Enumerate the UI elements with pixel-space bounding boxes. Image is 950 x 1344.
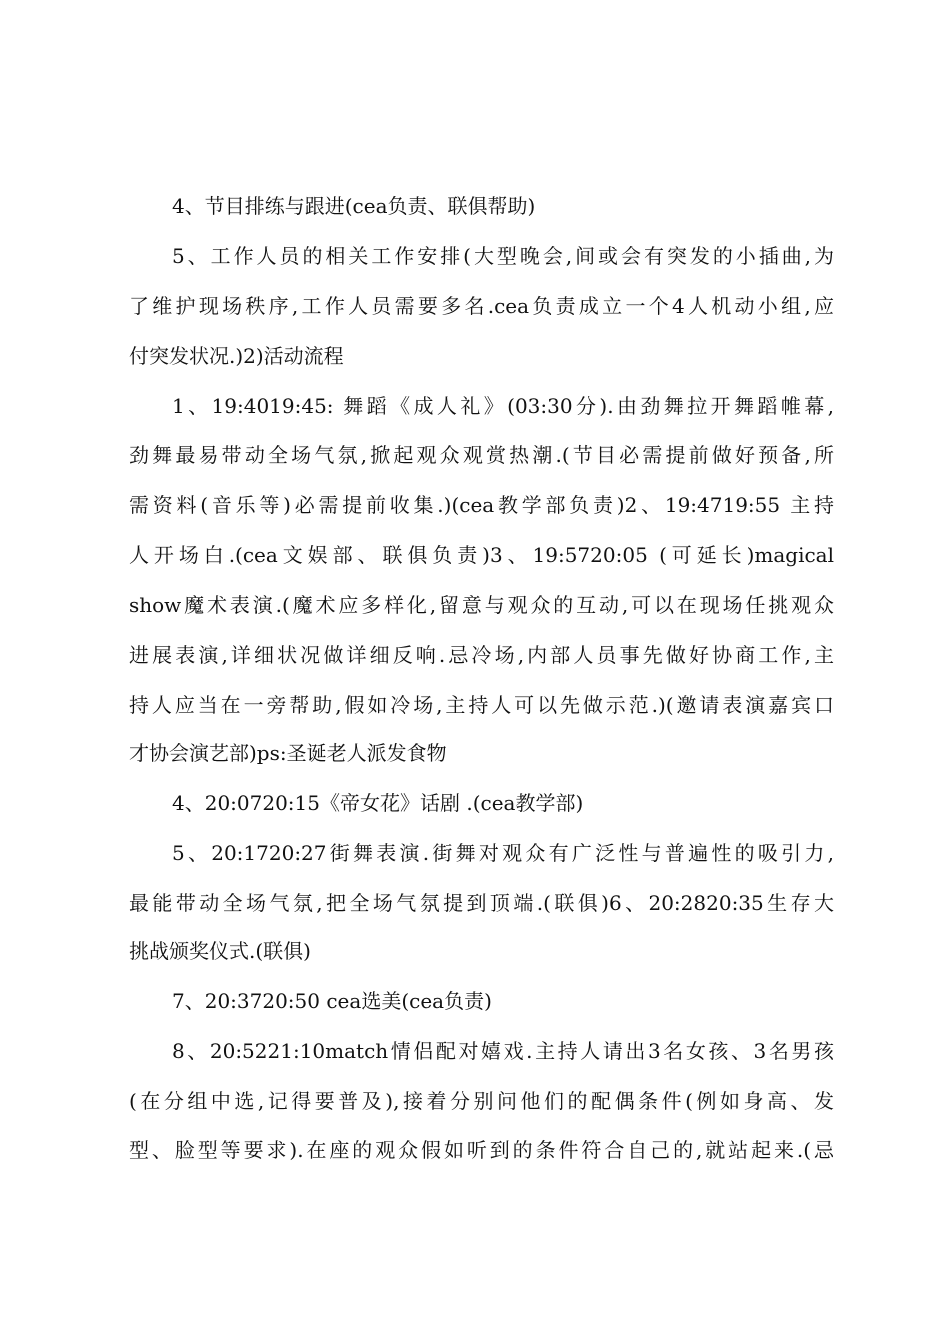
text-line: 付突发状况.)2)活动流程 — [129, 344, 344, 368]
text-line: 才协会演艺部)ps:圣诞老人派发食物 — [129, 741, 447, 765]
text-line: 4、节目排练与跟进(cea负责、联俱帮助) — [172, 194, 536, 218]
text-line: 人开场白.(cea文娱部、联俱负责)3、19:5720:05 (可延长)magical — [129, 543, 834, 567]
text-line: 了维护现场秩序,工作人员需要多名.cea负责成立一个4人机动小组,应 — [129, 294, 834, 318]
text-line: 7、20:3720:50 cea选美(cea负责) — [172, 989, 492, 1013]
text-line: 需资料(音乐等)必需提前收集.)(cea教学部负责)2、19:4719:55 主持 — [129, 493, 834, 517]
text-line: 型、脸型等要求).在座的观众假如听到的条件符合自己的,就站起来.(忌 — [129, 1138, 834, 1162]
text-line: 5、工作人员的相关工作安排(大型晚会,间或会有突发的小插曲,为 — [172, 244, 834, 268]
text-line: 最能带动全场气氛,把全场气氛提到顶端.(联俱)6、20:2820:35生存大 — [129, 891, 834, 915]
text-line: 挑战颁奖仪式.(联俱) — [129, 939, 311, 963]
text-line: (在分组中选,记得要普及),接着分别问他们的配偶条件(例如身高、发 — [129, 1089, 834, 1113]
text-line: 进展表演,详细状况做详细反响.忌冷场,内部人员事先做好协商工作,主 — [129, 643, 834, 667]
text-line: 劲舞最易带动全场气氛,掀起观众观赏热潮.(节目必需提前做好预备,所 — [129, 443, 834, 467]
text-line: 1、19:4019:45: 舞蹈《成人礼》(03:30分).由劲舞拉开舞蹈帷幕, — [172, 394, 834, 418]
text-line: 5、20:1720:27街舞表演.街舞对观众有广泛性与普遍性的吸引力, — [172, 841, 834, 865]
text-line: 4、20:0720:15《帝女花》话剧 .(cea教学部) — [172, 791, 584, 815]
text-line: 8、20:5221:10match情侣配对嬉戏.主持人请出3名女孩、3名男孩 — [172, 1039, 834, 1063]
text-line: 持人应当在一旁帮助,假如冷场,主持人可以先做示范.)(邀请表演嘉宾口 — [129, 693, 834, 717]
text-line: show魔术表演.(魔术应多样化,留意与观众的互动,可以在现场任挑观众 — [129, 593, 834, 617]
